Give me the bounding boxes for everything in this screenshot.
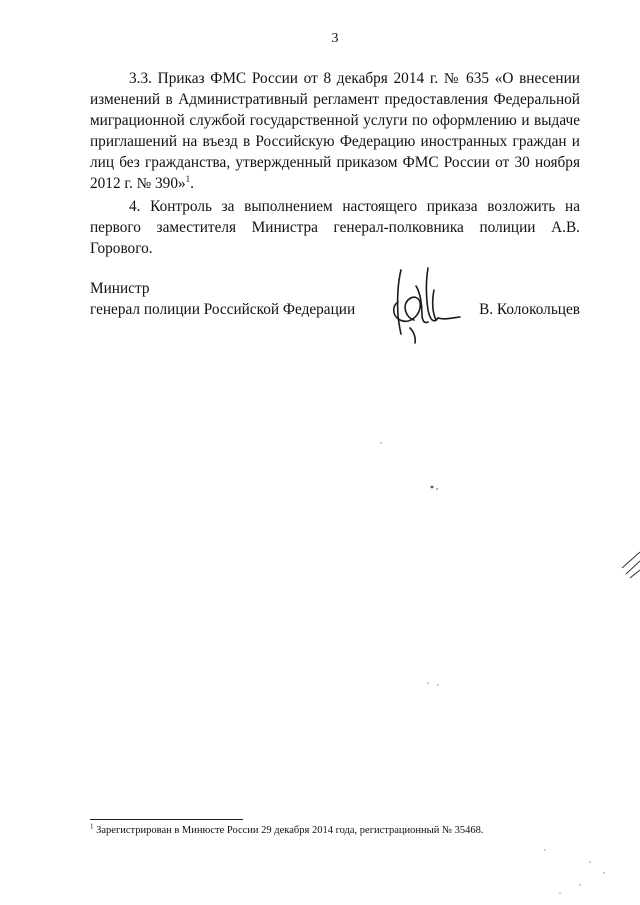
footnote-separator — [90, 819, 243, 820]
signature-block — [90, 278, 580, 320]
handwritten-signature — [388, 262, 468, 344]
paragraph-4: 4. Контроль за выполнением настоящего приказа возложить на первого заместителя Министра генерал-полковника полиции А.В. Горового. — [90, 198, 580, 257]
footnote-text: Зарегистрирован в Минюсте России 29 декабря 2014 года, регистрационный № 35468. — [93, 825, 484, 836]
signatory-name: В. Колокольцев — [479, 301, 580, 318]
signatory-title-line-2: генерал полиции Российской Федерации — [90, 301, 356, 318]
paragraph-3-3 — [90, 68, 580, 194]
paragraph-3-3-end: . — [190, 175, 194, 192]
footnote — [90, 824, 590, 838]
paragraph-3-3-text: 3.3. Приказ ФМС России от 8 декабря 2014 г. № 635 «О внесении изменений в Административный регламент предоставления Федеральной миграционной службой государственной услуги по оформлению и выдаче приглашений на въезд в Российскую Федерацию иностранных граждан и лиц без гражданства, утвержденный приказом ФМС России от 30 ноября 2012 г. № 390» — [90, 70, 580, 192]
footnote-mark: 1 — [90, 822, 94, 831]
page-number: 3 — [331, 31, 339, 46]
signatory-title-line-1: Министр — [90, 280, 150, 297]
footnote-reference-mark: 1 — [185, 173, 191, 184]
